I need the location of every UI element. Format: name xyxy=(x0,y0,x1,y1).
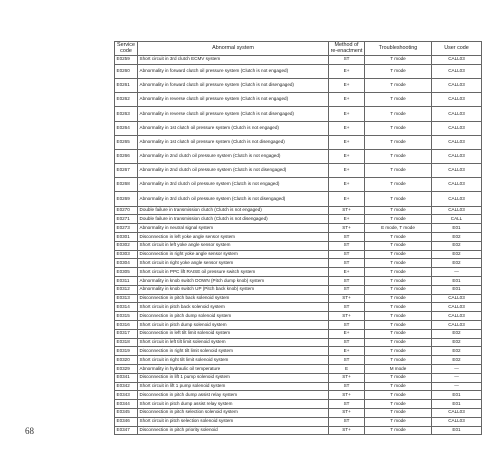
method-cell: E xyxy=(329,365,365,374)
method-cell: ST xyxy=(329,233,365,242)
table-row xyxy=(115,329,482,338)
method-cell: E+ xyxy=(329,215,365,224)
table-row xyxy=(115,285,482,294)
method-cell: ST+ xyxy=(329,409,365,418)
table-row xyxy=(115,356,482,365)
table-row xyxy=(115,56,482,65)
method-cell: E+ xyxy=(329,64,365,78)
user-code-cell: E02 xyxy=(432,241,482,250)
service-code-cell: E0313 xyxy=(115,294,138,303)
troubleshooting-cell: T mode xyxy=(365,417,432,426)
troubleshooting-cell: T mode xyxy=(365,356,432,365)
abnormal-system-cell: Disconnection in pitch back solenoid system xyxy=(138,294,329,303)
abnormal-system-cell: Disconnection in right yoke angle sensor system xyxy=(138,250,329,259)
user-code-cell: CALL03 xyxy=(432,206,482,215)
method-cell: ST+ xyxy=(329,373,365,382)
abnormal-system-cell: Short circuit in PPC lift RAISE oil pressure switch system xyxy=(138,268,329,277)
method-cell: E+ xyxy=(329,78,365,92)
table-row xyxy=(115,277,482,286)
service-code-cell: E0261 xyxy=(115,78,138,92)
service-code-cell: E0329 xyxy=(115,365,138,374)
abnormal-system-cell: Abnormality in knob switch DOWN (Pitch dump knob) system xyxy=(138,277,329,286)
user-code-cell: E01 xyxy=(432,400,482,409)
abnormal-system-cell: Short circuit in pitch dump assist relay system xyxy=(138,400,329,409)
troubleshooting-cell: T mode xyxy=(365,303,432,312)
troubleshooting-cell: T mode xyxy=(365,206,432,215)
method-cell: ST+ xyxy=(329,206,365,215)
service-code-cell: E0342 xyxy=(115,382,138,391)
user-code-cell: CALL03 xyxy=(432,303,482,312)
user-code-cell: E02 xyxy=(432,338,482,347)
abnormal-system-cell: Abnormality in reverse clutch oil pressure system (Clutch is not disengaged) xyxy=(138,107,329,121)
troubleshooting-cell: T mode xyxy=(365,400,432,409)
troubleshooting-cell: T mode xyxy=(365,338,432,347)
service-code-cell: E0267 xyxy=(115,164,138,178)
table-row xyxy=(115,164,482,178)
table-row xyxy=(115,409,482,418)
table-row xyxy=(115,312,482,321)
service-code-cell: E0303 xyxy=(115,250,138,259)
user-code-cell: CALL03 xyxy=(432,312,482,321)
troubleshooting-cell: T mode xyxy=(365,373,432,382)
service-code-cell: E0344 xyxy=(115,400,138,409)
troubleshooting-cell: T mode xyxy=(365,78,432,92)
user-code-cell: — xyxy=(432,365,482,374)
abnormal-system-cell: Abnormality in hydraulic oil temperature xyxy=(138,365,329,374)
method-cell: ST+ xyxy=(329,294,365,303)
table-row xyxy=(115,321,482,330)
service-code-cell: E0269 xyxy=(115,192,138,206)
method-cell: ST xyxy=(329,356,365,365)
troubleshooting-cell: M mode xyxy=(365,365,432,374)
service-code-cell: E0345 xyxy=(115,409,138,418)
troubleshooting-cell: T mode xyxy=(365,391,432,400)
user-code-cell: E01 xyxy=(432,391,482,400)
method-cell: ST xyxy=(329,277,365,286)
method-cell: E+ xyxy=(329,135,365,149)
troubleshooting-cell: T mode xyxy=(365,107,432,121)
abnormal-system-cell: Short circuit in left yoke angle sensor system xyxy=(138,241,329,250)
user-code-cell: CALL03 xyxy=(432,135,482,149)
table-row xyxy=(115,224,482,233)
user-code-cell: CALL03 xyxy=(432,294,482,303)
abnormal-system-cell: Disconnection in pitch priority solenoid xyxy=(138,426,329,435)
abnormal-system-cell: Abnormality in forward clutch oil pressure system (Clutch is not engaged) xyxy=(138,64,329,78)
method-cell: E+ xyxy=(329,347,365,356)
service-code-cell: E0320 xyxy=(115,356,138,365)
abnormal-system-cell: Short circuit in left tilt limit solenoid system xyxy=(138,338,329,347)
user-code-cell: E02 xyxy=(432,259,482,268)
abnormal-system-cell: Disconnection in pitch dump solenoid system xyxy=(138,312,329,321)
abnormal-system-cell: Short circuit in pitch selection solenoid system xyxy=(138,417,329,426)
method-cell: E+ xyxy=(329,93,365,107)
troubleshooting-cell: T mode xyxy=(365,329,432,338)
user-code-cell: CALL03 xyxy=(432,93,482,107)
user-code-cell: E02 xyxy=(432,329,482,338)
user-code-cell: CALL03 xyxy=(432,178,482,192)
troubleshooting-cell: T mode xyxy=(365,149,432,163)
user-code-cell: E01 xyxy=(432,224,482,233)
abnormal-system-cell: Disconnection in left tilt limit solenoid system xyxy=(138,329,329,338)
method-cell: ST xyxy=(329,321,365,330)
service-code-cell: E0305 xyxy=(115,268,138,277)
table-row xyxy=(115,382,482,391)
method-cell: ST xyxy=(329,303,365,312)
user-code-cell: CALL03 xyxy=(432,192,482,206)
table-row xyxy=(115,294,482,303)
user-code-cell: — xyxy=(432,373,482,382)
method-cell: E+ xyxy=(329,107,365,121)
troubleshooting-cell: T mode xyxy=(365,382,432,391)
table-row xyxy=(115,233,482,242)
table-row xyxy=(115,241,482,250)
abnormal-system-cell: Double failure in transmission clutch (Clutch is not disengaged) xyxy=(138,215,329,224)
abnormal-system-cell: Abnormality in 1st clutch oil pressure system (Clutch is not engaged) xyxy=(138,121,329,135)
service-code-cell: E0319 xyxy=(115,347,138,356)
table-row xyxy=(115,391,482,400)
abnormal-system-cell: Abnormality in 1st clutch oil pressure system (Clutch is not disengaged) xyxy=(138,135,329,149)
service-code-cell: E0265 xyxy=(115,135,138,149)
service-code-cell: E0273 xyxy=(115,224,138,233)
service-code-cell: E0268 xyxy=(115,178,138,192)
table-row xyxy=(115,64,482,78)
troubleshooting-cell: T mode xyxy=(365,164,432,178)
troubleshooting-cell: T mode xyxy=(365,347,432,356)
troubleshooting-cell: T mode xyxy=(365,192,432,206)
service-code-cell: E0316 xyxy=(115,321,138,330)
service-code-cell: E0341 xyxy=(115,373,138,382)
table-row xyxy=(115,338,482,347)
abnormal-system-cell: Disconnection in right tilt limit solenoid system xyxy=(138,347,329,356)
troubleshooting-cell: T mode xyxy=(365,56,432,65)
abnormal-system-cell: Double failure in transmission clutch (Clutch is not engaged) xyxy=(138,206,329,215)
abnormal-system-cell: Abnormality in 2nd clutch oil pressure system (Clutch is not disengaged) xyxy=(138,164,329,178)
troubleshooting-cell: T mode xyxy=(365,321,432,330)
troubleshooting-cell: T mode xyxy=(365,121,432,135)
troubleshooting-cell: T mode xyxy=(365,241,432,250)
table-row xyxy=(115,149,482,163)
table-row xyxy=(115,347,482,356)
method-cell: ST+ xyxy=(329,391,365,400)
troubleshooting-cell: T mode xyxy=(365,285,432,294)
method-cell: ST+ xyxy=(329,224,365,233)
service-code-cell: E0304 xyxy=(115,259,138,268)
table-row xyxy=(115,303,482,312)
table-row xyxy=(115,215,482,224)
user-code-cell: CALL03 xyxy=(432,409,482,418)
troubleshooting-cell: T mode xyxy=(365,250,432,259)
user-code-cell: CALL03 xyxy=(432,149,482,163)
user-code-cell: CALL03 xyxy=(432,107,482,121)
service-code-cell: E0347 xyxy=(115,426,138,435)
method-cell: ST xyxy=(329,382,365,391)
troubleshooting-cell: T mode xyxy=(365,426,432,435)
user-code-cell: E02 xyxy=(432,356,482,365)
troubleshooting-cell: T mode xyxy=(365,233,432,242)
table-row xyxy=(115,121,482,135)
abnormal-system-cell: Abnormality in 2nd clutch oil pressure system (Clutch is not engaged) xyxy=(138,149,329,163)
user-code-cell: E02 xyxy=(432,250,482,259)
service-code-cell: E0270 xyxy=(115,206,138,215)
user-code-cell: CALL03 xyxy=(432,78,482,92)
header-troubleshooting: Troubleshooting xyxy=(365,42,432,56)
method-cell: ST xyxy=(329,400,365,409)
troubleshooting-cell: E mode, T mode xyxy=(365,224,432,233)
abnormal-system-cell: Abnormality in neutral signal system xyxy=(138,224,329,233)
method-cell: E+ xyxy=(329,164,365,178)
table-row xyxy=(115,93,482,107)
abnormal-system-cell: Short circuit in right yoke angle sensor system xyxy=(138,259,329,268)
abnormal-system-cell: Abnormality in 3rd clutch oil pressure system (Clutch is not disengaged) xyxy=(138,192,329,206)
abnormal-system-cell: Disconnection in pitch dump assist relay system xyxy=(138,391,329,400)
service-code-cell: E0318 xyxy=(115,338,138,347)
method-cell: ST xyxy=(329,285,365,294)
header-user-code: User code xyxy=(432,42,482,56)
service-code-cell: E0302 xyxy=(115,241,138,250)
user-code-cell: — xyxy=(432,268,482,277)
method-cell: ST xyxy=(329,338,365,347)
method-cell: E+ xyxy=(329,329,365,338)
service-code-cell: E0317 xyxy=(115,329,138,338)
abnormal-system-cell: Abnormality in reverse clutch oil pressure system (Clutch is not engaged) xyxy=(138,93,329,107)
user-code-cell: CALL03 xyxy=(432,321,482,330)
user-code-cell: CALL03 xyxy=(432,164,482,178)
service-code-cell: E0343 xyxy=(115,391,138,400)
table-row xyxy=(115,417,482,426)
troubleshooting-cell: T mode xyxy=(365,259,432,268)
abnormal-system-cell: Abnormality in forward clutch oil pressure system (Clutch is not disengaged) xyxy=(138,78,329,92)
troubleshooting-cell: T mode xyxy=(365,409,432,418)
user-code-cell: — xyxy=(432,382,482,391)
user-code-cell: E02 xyxy=(432,347,482,356)
table-row xyxy=(115,400,482,409)
table-row xyxy=(115,373,482,382)
user-code-cell: CALL03 xyxy=(432,64,482,78)
header-row xyxy=(115,42,482,56)
abnormal-system-cell: Short circuit in lift 1 pump solenoid system xyxy=(138,382,329,391)
troubleshooting-cell: T mode xyxy=(365,135,432,149)
table-row xyxy=(115,192,482,206)
abnormal-system-cell: Short circuit in pitch back solenoid system xyxy=(138,303,329,312)
method-cell: E+ xyxy=(329,178,365,192)
method-cell: E+ xyxy=(329,268,365,277)
user-code-cell: CALL03 xyxy=(432,121,482,135)
user-code-cell: CALL03 xyxy=(432,417,482,426)
abnormal-system-cell: Abnormality in 3rd clutch oil pressure system (Clutch is not engaged) xyxy=(138,178,329,192)
service-code-cell: E0311 xyxy=(115,277,138,286)
method-cell: E+ xyxy=(329,192,365,206)
user-code-cell: E01 xyxy=(432,285,482,294)
troubleshooting-cell: T mode xyxy=(365,312,432,321)
table-row xyxy=(115,206,482,215)
table-row xyxy=(115,178,482,192)
abnormal-system-cell: Short circuit in pitch dump solenoid system xyxy=(138,321,329,330)
service-code-cell: E0262 xyxy=(115,93,138,107)
user-code-cell: E01 xyxy=(432,277,482,286)
troubleshooting-cell: T mode xyxy=(365,268,432,277)
abnormal-system-cell: Disconnection in pitch selection solenoid system xyxy=(138,409,329,418)
user-code-cell: CALL xyxy=(432,215,482,224)
service-code-cell: E0266 xyxy=(115,149,138,163)
troubleshooting-cell: T mode xyxy=(365,64,432,78)
abnormal-system-cell: Disconnection in lift 1 pump solenoid system xyxy=(138,373,329,382)
table-row xyxy=(115,268,482,277)
table-row xyxy=(115,259,482,268)
header-abnormal-system: Abnormal system xyxy=(138,42,329,56)
abnormal-system-cell: Short circuit in right tilt limit solenoid system xyxy=(138,356,329,365)
service-code-cell: E0314 xyxy=(115,303,138,312)
method-cell: ST+ xyxy=(329,426,365,435)
troubleshooting-cell: T mode xyxy=(365,93,432,107)
method-cell: ST xyxy=(329,417,365,426)
method-cell: ST xyxy=(329,259,365,268)
service-code-cell: E0260 xyxy=(115,64,138,78)
page-number: 68 xyxy=(25,426,34,436)
table-row xyxy=(115,135,482,149)
table-row xyxy=(115,250,482,259)
service-code-cell: E0315 xyxy=(115,312,138,321)
troubleshooting-cell: T mode xyxy=(365,215,432,224)
table-header xyxy=(115,42,482,56)
service-code-cell: E0312 xyxy=(115,285,138,294)
service-code-cell: E0263 xyxy=(115,107,138,121)
method-cell: ST+ xyxy=(329,312,365,321)
troubleshooting-cell: T mode xyxy=(365,277,432,286)
method-cell: ST xyxy=(329,241,365,250)
user-code-cell: E01 xyxy=(432,426,482,435)
method-cell: ST xyxy=(329,56,365,65)
table-row xyxy=(115,426,482,435)
troubleshooting-cell: T mode xyxy=(365,294,432,303)
abnormal-system-cell: Abnormality in knob switch UP (Pitch back knob) system xyxy=(138,285,329,294)
table-body xyxy=(115,56,482,435)
abnormal-system-cell: Short circuit in 3rd clutch ECMV system xyxy=(138,56,329,65)
abnormal-system-cell: Disconnection in left yoke angle sensor system xyxy=(138,233,329,242)
table-row xyxy=(115,365,482,374)
user-code-cell: E02 xyxy=(432,233,482,242)
service-code-cell: E0259 xyxy=(115,56,138,65)
service-code-cell: E0301 xyxy=(115,233,138,242)
troubleshooting-cell: T mode xyxy=(365,178,432,192)
header-service-code: Service code xyxy=(115,42,138,56)
service-code-cell: E0346 xyxy=(115,417,138,426)
method-cell: E+ xyxy=(329,121,365,135)
user-code-cell: CALL03 xyxy=(432,56,482,65)
service-code-table xyxy=(114,41,482,435)
table-row xyxy=(115,78,482,92)
header-method: Method of re-enactment xyxy=(329,42,365,56)
table-row xyxy=(115,107,482,121)
method-cell: ST xyxy=(329,250,365,259)
service-code-cell: E0264 xyxy=(115,121,138,135)
service-code-cell: E0271 xyxy=(115,215,138,224)
method-cell: E+ xyxy=(329,149,365,163)
